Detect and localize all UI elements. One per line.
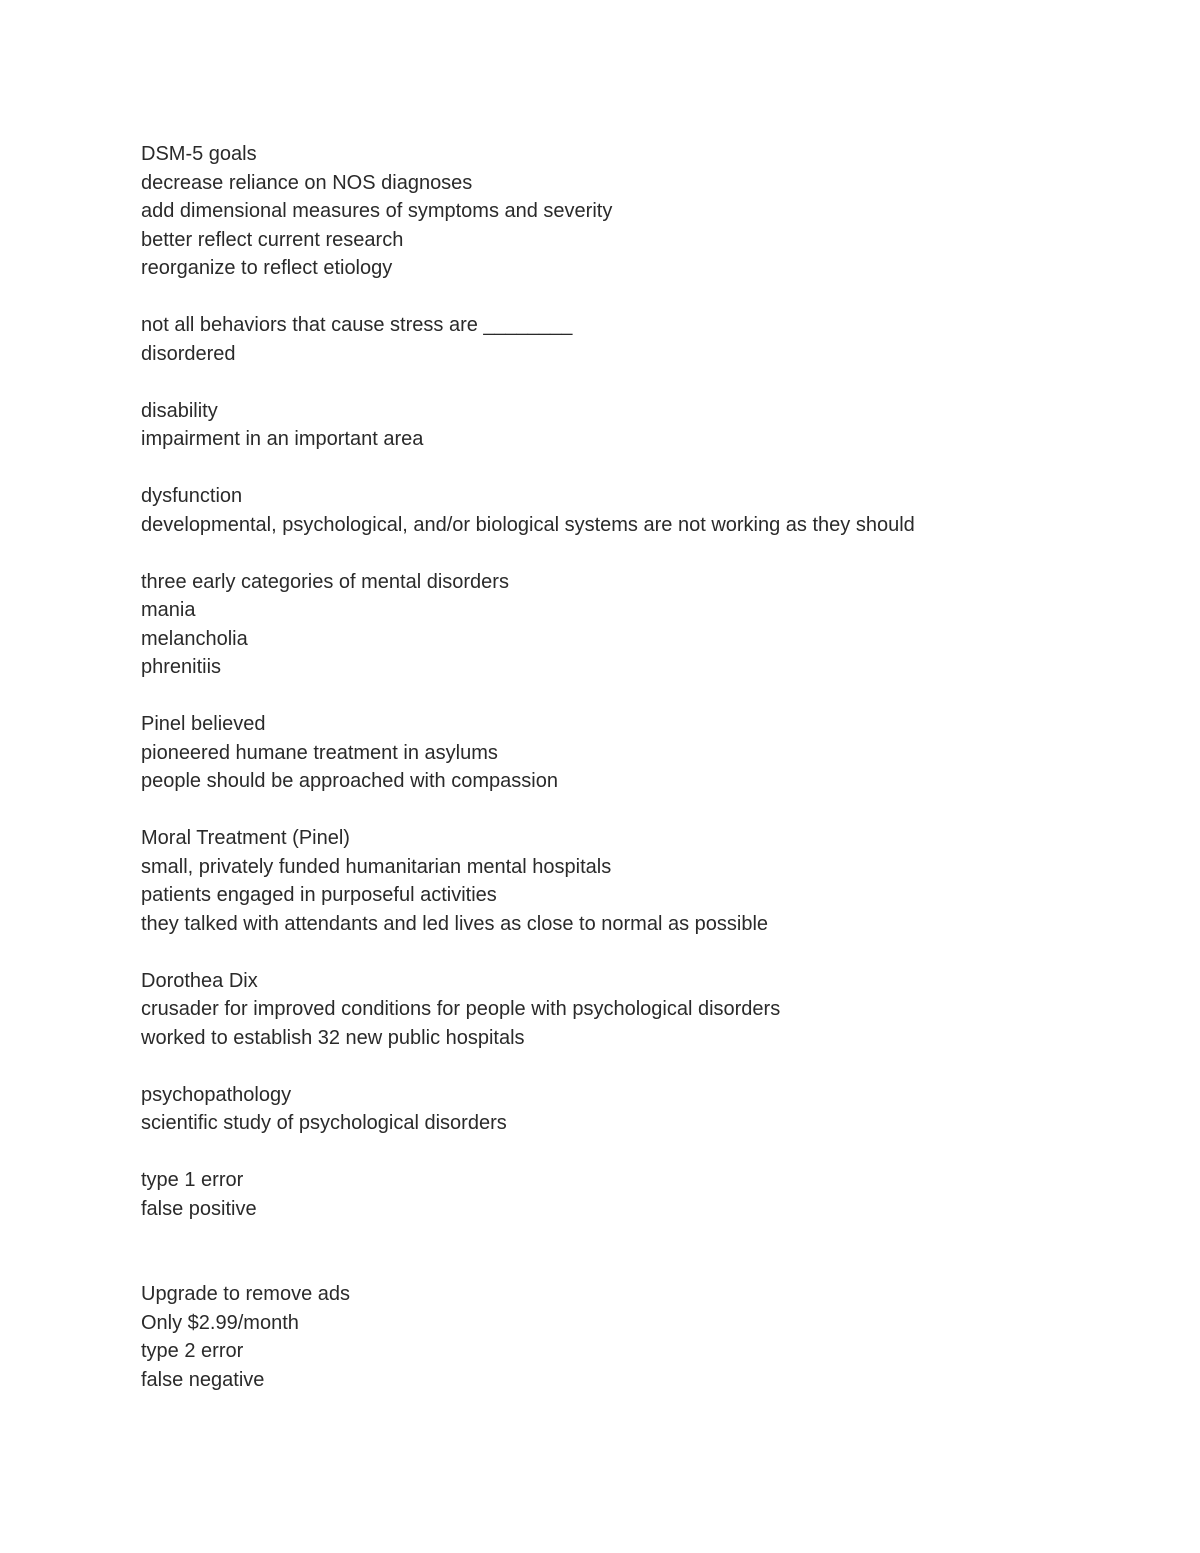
ad-and-type2-block xyxy=(141,1280,1141,1394)
card-pinel-believed xyxy=(141,710,1141,796)
card-dsm5-goals xyxy=(141,140,1141,283)
card-definition-line: melancholia xyxy=(141,627,248,650)
card-dorothea-dix xyxy=(141,967,1141,1053)
card-definition-line: reorganize to reflect etiology xyxy=(141,257,393,279)
card-term: Dorothea Dix xyxy=(141,969,258,992)
card-definition-line: pioneered humane treatment in asylums xyxy=(141,741,498,764)
card-definition-line: false negative xyxy=(141,1368,265,1391)
card-definition-line: people should be approached with compassion xyxy=(141,770,558,792)
card-term: psychopathology xyxy=(141,1083,292,1106)
card-definition-line: they talked with attendants and led lives as close to normal as possible xyxy=(141,912,769,935)
card-term: three early categories of mental disorders xyxy=(141,570,509,593)
card-term: Moral Treatment (Pinel) xyxy=(141,827,350,849)
card-term: not all behaviors that cause stress are ________ xyxy=(141,314,573,336)
card-dysfunction xyxy=(141,482,1141,539)
card-stress-behaviors xyxy=(141,311,1141,368)
card-definition-line: mania xyxy=(141,599,196,621)
card-definition-line: phrenitiis xyxy=(141,656,222,678)
card-early-categories xyxy=(141,568,1141,682)
card-moral-treatment xyxy=(141,824,1141,938)
card-psychopathology xyxy=(141,1081,1141,1138)
card-type1-error xyxy=(141,1166,1141,1223)
ad-price: Only $2.99/month xyxy=(141,1311,299,1334)
card-definition-line: impairment in an important area xyxy=(141,428,424,450)
card-term: Pinel believed xyxy=(141,713,266,735)
card-term: dysfunction xyxy=(141,485,243,507)
card-definition-line: worked to establish 32 new public hospitals xyxy=(141,1026,525,1049)
card-definition-line: decrease reliance on NOS diagnoses xyxy=(141,171,473,194)
card-term: type 1 error xyxy=(141,1169,244,1191)
card-definition-line: scientific study of psychological disorders xyxy=(141,1112,507,1134)
card-definition-line: false positive xyxy=(141,1197,257,1220)
document-content xyxy=(141,140,1141,1423)
card-definition-line: crusader for improved conditions for people with psychological disorders xyxy=(141,998,781,1020)
card-definition-line: developmental, psychological, and/or biological systems are not working as they should xyxy=(141,513,915,536)
card-definition-line: add dimensional measures of symptoms and severity xyxy=(141,200,613,222)
card-definition-line: disordered xyxy=(141,342,236,365)
card-definition-line: better reflect current research xyxy=(141,228,404,251)
card-definition-line: patients engaged in purposeful activities xyxy=(141,884,497,906)
card-disability xyxy=(141,397,1141,454)
card-term: type 2 error xyxy=(141,1340,244,1362)
card-term: disability xyxy=(141,399,218,422)
card-term: DSM-5 goals xyxy=(141,143,257,165)
ad-headline[interactable]: Upgrade to remove ads xyxy=(141,1283,351,1305)
card-definition-line: small, privately funded humanitarian mental hospitals xyxy=(141,855,612,878)
